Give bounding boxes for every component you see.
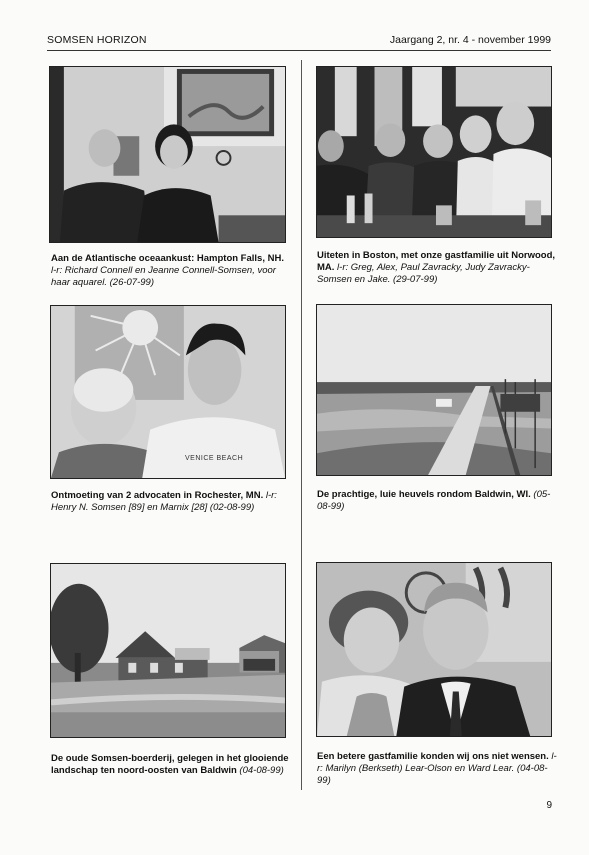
caption-2-italic: l-r: Greg, Alex, Paul Zavracky, Judy Zavracky-Somsen en Jake. (29-07-99) bbox=[317, 262, 530, 285]
page-number: 9 bbox=[546, 800, 552, 811]
caption-6-bold: Een betere gastfamilie konden wij ons niet wensen. bbox=[317, 751, 549, 762]
column-divider bbox=[301, 60, 302, 790]
photo-host-family bbox=[316, 562, 552, 737]
caption-5-bold: De oude Somsen-boerderij, gelegen in het glooiende landschap ten noord-oosten van Baldwin bbox=[51, 753, 289, 776]
page-header bbox=[47, 34, 551, 50]
caption-4-bold: De prachtige, luie heuvels rondom Baldwin, WI. bbox=[317, 489, 531, 500]
caption-6-italic: l-r: Marilyn (Berkseth) Lear-Olson en Ward Lear. (04-08-99) bbox=[317, 751, 557, 786]
magazine-title: SOMSEN HORIZON bbox=[47, 34, 147, 46]
caption-3-italic: l-r: Henry N. Somsen [89] en Marnix [28] (02-08-99) bbox=[51, 490, 277, 513]
caption-2-bold: Uiteten in Boston, met onze gastfamilie uit Norwood, MA. bbox=[317, 250, 556, 273]
tshirt-text: VENICE BEACH bbox=[185, 455, 244, 462]
header-rule bbox=[47, 50, 551, 51]
caption-2 bbox=[317, 250, 557, 286]
photo-somsen-farm bbox=[50, 563, 286, 738]
caption-1-bold: Aan de Atlantische oceaankust: Hampton Falls, NH. bbox=[51, 253, 284, 264]
caption-3-bold: Ontmoeting van 2 advocaten in Rochester, MN. bbox=[51, 490, 264, 501]
caption-1 bbox=[51, 253, 291, 289]
photo-rochester bbox=[50, 305, 286, 479]
caption-1-italic: l-r: Richard Connell en Jeanne Connell-Somsen, voor haar aquarel. (26-07-99) bbox=[51, 265, 276, 288]
caption-3 bbox=[51, 490, 291, 514]
caption-6 bbox=[317, 751, 557, 787]
caption-5-italic: (04-08-99) bbox=[236, 765, 284, 776]
photo-boston-dinner bbox=[316, 66, 552, 238]
caption-4 bbox=[317, 489, 557, 513]
caption-4-italic: (05-08-99) bbox=[317, 489, 551, 512]
photo-baldwin-hills bbox=[316, 304, 552, 476]
photo-hampton-falls bbox=[49, 66, 286, 243]
caption-5 bbox=[51, 753, 291, 777]
issue-info: Jaargang 2, nr. 4 - november 1999 bbox=[389, 34, 551, 46]
